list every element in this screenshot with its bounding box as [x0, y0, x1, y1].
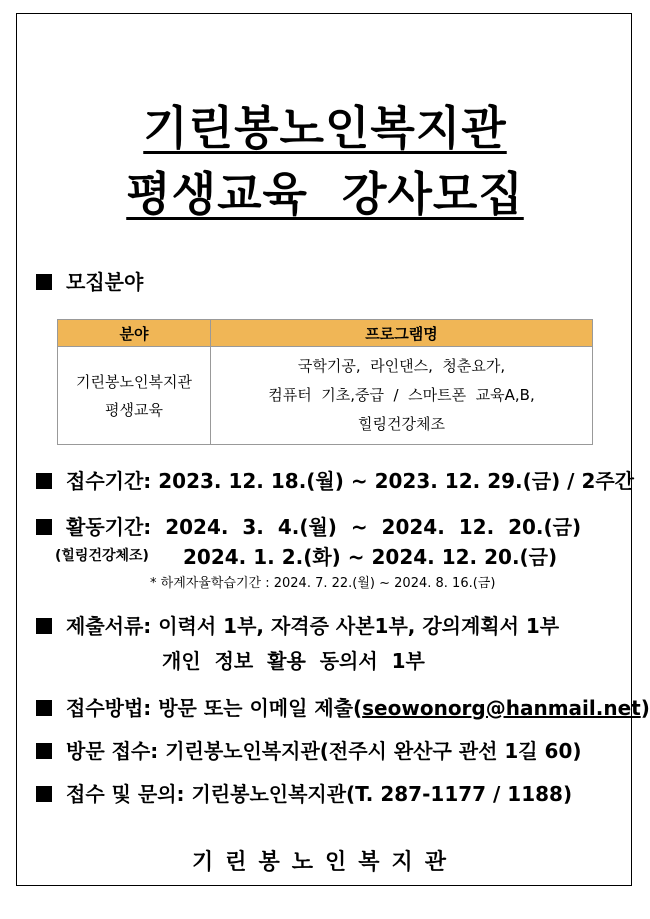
title-line2: 평생교육 강사모집: [126, 167, 524, 221]
activity-period: 활동기간: 2024. 3. 4.(월) ~ 2024. 12. 20.(금): [36, 511, 581, 540]
square-bullet-icon: [36, 618, 52, 634]
documents-line1: 제출서류: 이력서 1부, 자격증 사본1부, 강의계획서 1부: [36, 610, 559, 639]
healing-period: 2024. 1. 2.(화) ~ 2024. 12. 20.(금): [183, 545, 558, 569]
table-cell-field: 기린봉노인복지관 평생교육: [58, 347, 211, 445]
table-header-field: 분야: [58, 320, 211, 347]
inquiry: 접수 및 문의: 기린봉노인복지관(T. 287-1177 / 1188): [36, 778, 572, 807]
square-bullet-icon: [36, 743, 52, 759]
vacation-note: * 하계자율학습기간 : 2024. 7. 22.(월) ~ 2024. 8. 16.(금): [150, 576, 496, 591]
healing-label: (힐링건강체조): [55, 548, 149, 564]
footer-organization: 기린봉노인복지관: [191, 850, 459, 875]
square-bullet-icon: [36, 700, 52, 716]
visit-reception: 방문 접수: 기린봉노인복지관(전주시 완산구 관선 1길 60): [36, 735, 582, 764]
section-fields: 모집분야: [36, 266, 143, 295]
submission-method: 접수방법: 방문 또는 이메일 제출(seowonorg@hanmail.net): [36, 692, 650, 721]
square-bullet-icon: [36, 786, 52, 802]
square-bullet-icon: [36, 473, 52, 489]
title-line1: 기린봉노인복지관: [143, 101, 507, 155]
reception-period: 접수기간: 2023. 12. 18.(월) ~ 2023. 12. 29.(금) / 2주간: [36, 465, 634, 494]
table-header-program: 프로그램명: [211, 320, 593, 347]
documents-line2: 개인 정보 활용 동의서 1부: [162, 649, 425, 673]
square-bullet-icon: [36, 274, 52, 290]
table-cell-program: 국학기공, 라인댄스, 청춘요가, 컴퓨터 기초,중급 / 스마트폰 교육A,B, 힐링건강체조: [211, 347, 593, 445]
email-link[interactable]: seowonorg@hanmail.net: [362, 696, 641, 720]
square-bullet-icon: [36, 519, 52, 535]
fields-table: [57, 319, 593, 445]
